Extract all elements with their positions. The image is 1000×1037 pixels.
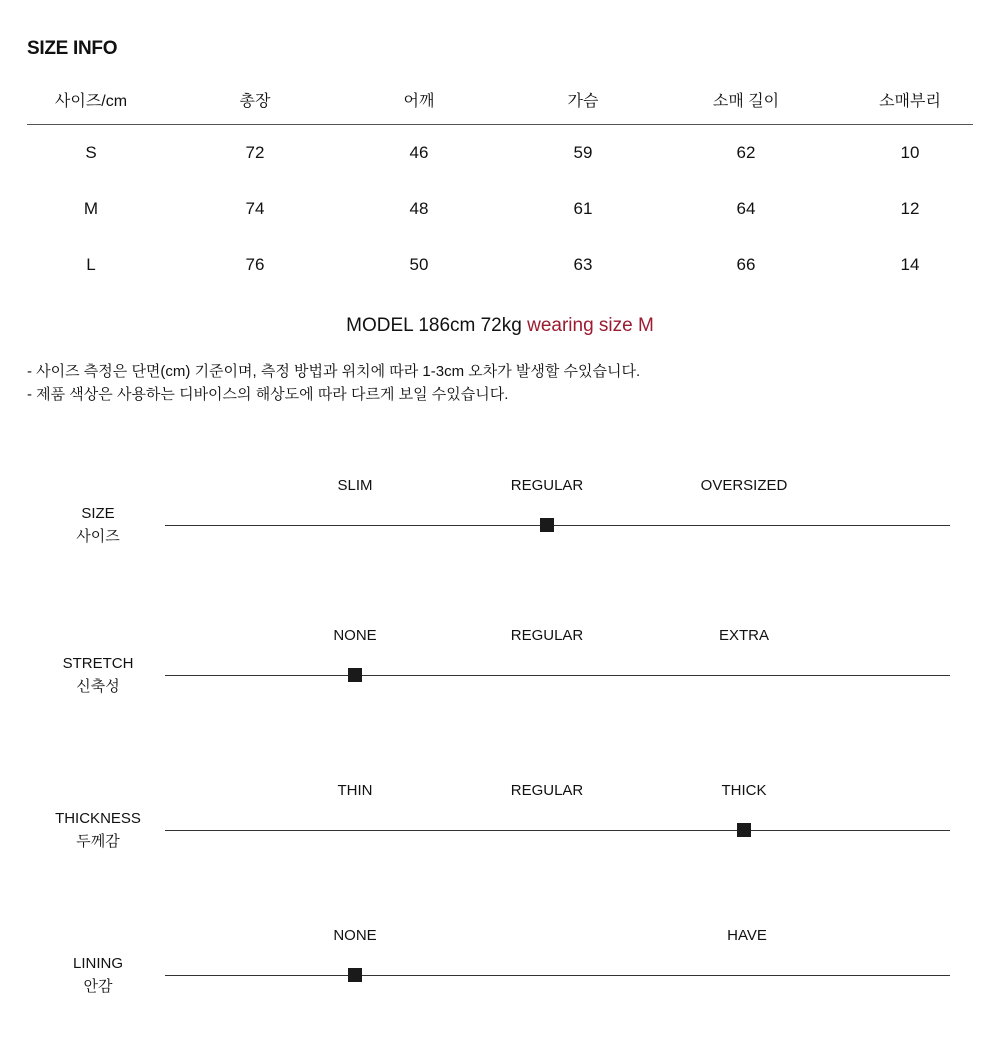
scale-label [38, 502, 158, 548]
table-cell: 14 [900, 255, 920, 274]
scale-selected-marker [540, 518, 554, 532]
table-cell: 74 [245, 199, 265, 218]
table-cell: 12 [900, 199, 920, 218]
table-cell: 64 [736, 199, 756, 218]
header-sleeve-length: 소매 길이 [712, 93, 780, 110]
scale-track [165, 525, 950, 526]
model-measurements: MODEL 186cm 72kg [346, 315, 522, 336]
table-cell: 63 [573, 255, 593, 274]
header-shoulder: 어깨 [403, 93, 435, 110]
size-table-header [27, 80, 973, 125]
model-info [0, 315, 1000, 337]
scale-label-en: SIZE [81, 505, 115, 522]
table-cell: M [83, 199, 99, 218]
scale-option-label: THICK [721, 782, 767, 799]
scale-option-label: THIN [337, 782, 373, 799]
scale-option-label: EXTRA [718, 627, 770, 644]
table-cell: 62 [736, 143, 756, 162]
header-size: 사이즈/cm [54, 93, 128, 110]
scale-option-label: OVERSIZED [700, 477, 788, 494]
scale-track [165, 975, 950, 976]
scale-selected-marker [348, 968, 362, 982]
scale-label [38, 807, 158, 853]
size-table [27, 80, 973, 293]
size-info-title: SIZE INFO [27, 38, 118, 59]
scale-option-label: NONE [333, 927, 377, 944]
table-row [27, 237, 973, 293]
header-chest: 가슴 [567, 93, 599, 110]
note-color: - 제품 색상은 사용하는 디바이스의 해상도에 따라 다르게 보일 수있습니다. [27, 386, 509, 403]
table-cell: 48 [409, 199, 429, 218]
scale-option-label: REGULAR [510, 477, 584, 494]
scale-stretch [0, 622, 1000, 702]
notes [27, 360, 640, 406]
scale-label-en: THICKNESS [55, 810, 141, 827]
table-row [27, 181, 973, 237]
scale-size [0, 472, 1000, 552]
scale-label-en: STRETCH [62, 655, 134, 672]
table-cell: 61 [573, 199, 593, 218]
scale-label [38, 652, 158, 698]
scale-label-ko: 안감 [83, 978, 113, 995]
scale-track [165, 675, 950, 676]
table-cell: 46 [409, 143, 429, 162]
table-cell: 76 [245, 255, 265, 274]
table-cell: 66 [736, 255, 756, 274]
scale-lining [0, 922, 1000, 1002]
table-cell: 10 [900, 143, 920, 162]
scale-selected-marker [348, 668, 362, 682]
header-length: 총장 [239, 93, 271, 110]
scale-thickness [0, 777, 1000, 857]
scale-option-label: HAVE [727, 927, 767, 944]
header-cuff: 소매부리 [879, 93, 941, 110]
scale-label-ko: 신축성 [76, 678, 120, 695]
table-cell: 72 [245, 143, 265, 162]
table-cell: L [86, 255, 96, 274]
scale-label-en: LINING [72, 955, 123, 972]
scale-option-label: REGULAR [510, 782, 584, 799]
scale-option-label: SLIM [337, 477, 373, 494]
scale-label-ko: 사이즈 [76, 528, 120, 545]
scale-option-label: NONE [333, 627, 377, 644]
table-cell: S [85, 143, 97, 162]
scale-track [165, 830, 950, 831]
scale-label-ko: 두께감 [76, 833, 120, 850]
note-measurement: - 사이즈 측정은 단면(cm) 기준이며, 측정 방법과 위치에 따라 1-3cm 오차가 발생할 수있습니다. [27, 363, 641, 380]
table-cell: 50 [409, 255, 429, 274]
scale-option-label: REGULAR [510, 627, 584, 644]
scale-selected-marker [737, 823, 751, 837]
table-cell: 59 [573, 143, 593, 162]
table-row [27, 125, 973, 181]
scale-label [38, 952, 158, 998]
model-wearing-size: wearing size M [527, 315, 654, 336]
